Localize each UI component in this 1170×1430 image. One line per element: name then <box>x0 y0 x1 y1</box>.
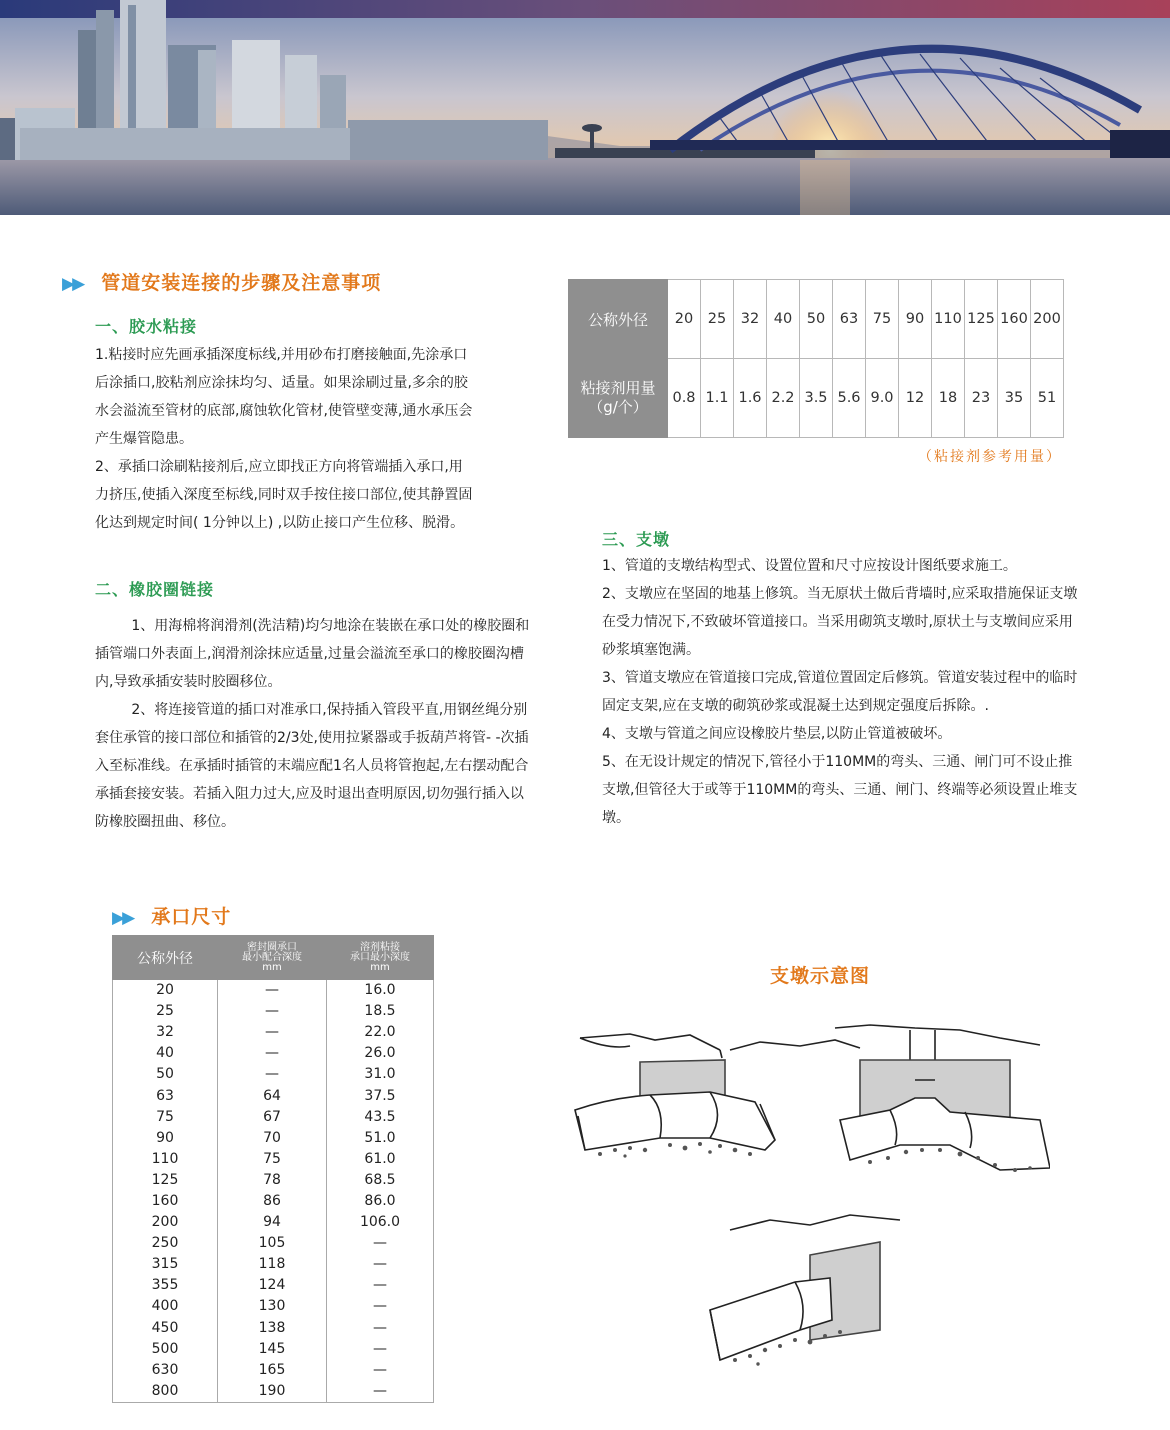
table-cell: 118 <box>218 1254 327 1275</box>
table-cell: 61.0 <box>327 1149 434 1170</box>
table-cell: — <box>327 1381 434 1403</box>
table-cell: 500 <box>113 1339 218 1360</box>
table-cell: — <box>218 1064 327 1085</box>
table-cell: 26.0 <box>327 1043 434 1064</box>
table-cell: 22.0 <box>327 1022 434 1043</box>
section-header-socket <box>112 902 231 929</box>
table-cell: — <box>327 1360 434 1381</box>
adhesive-diameter-cell: 20 <box>668 280 701 359</box>
adhesive-row1-label: 公称外径 <box>569 280 668 359</box>
adhesive-diameter-cell: 25 <box>701 280 734 359</box>
rubber-item-1: 1、用海棉将润滑剂(洗洁精)均匀地涂在装嵌在承口处的橡胶圈和插管端口外表面上,润滑剂涂抹应适量,过量会溢流至承口的橡胶圈沟槽内,导致承插安装时胶圈移位。 <box>95 618 530 690</box>
table-row <box>113 1233 434 1254</box>
table-row <box>113 1360 434 1381</box>
adhesive-usage-table <box>568 279 1064 438</box>
socket-title: 承口尺寸 <box>151 906 232 928</box>
table-cell: — <box>327 1318 434 1339</box>
support-item-4: 4、支墩与管道之间应设橡胶片垫层,以防止管道被破坏。 <box>602 726 952 742</box>
table-cell: — <box>327 1254 434 1275</box>
table-row <box>113 1085 434 1106</box>
table-cell: 16.0 <box>327 980 434 1002</box>
table-row <box>113 1149 434 1170</box>
table-cell: 75 <box>218 1149 327 1170</box>
table-cell: 355 <box>113 1275 218 1296</box>
adhesive-diameter-cell: 32 <box>734 280 767 359</box>
adhesive-amount-cell: 9.0 <box>866 359 899 438</box>
table-row <box>113 1212 434 1233</box>
table-cell: 86 <box>218 1191 327 1212</box>
table-row <box>113 1064 434 1085</box>
table-cell: 400 <box>113 1296 218 1317</box>
table-cell: — <box>218 1022 327 1043</box>
table-cell: 51.0 <box>327 1128 434 1149</box>
support-heading: 三、支墩 <box>602 530 671 549</box>
table-cell: 94 <box>218 1212 327 1233</box>
adhesive-diameter-cell: 40 <box>767 280 800 359</box>
table-cell: 130 <box>218 1296 327 1317</box>
table-cell: 105 <box>218 1233 327 1254</box>
section-header-installation <box>62 268 381 295</box>
table-cell: 68.5 <box>327 1170 434 1191</box>
table-row <box>113 1381 434 1403</box>
adhesive-diameter-cell: 200 <box>1031 280 1064 359</box>
support-item-5: 5、在无设计规定的情况下,管径小于110MM的弯头、三通、闸门可不设止推支墩,但管径大于或等于110MM的弯头、三通、闸门、终端等必须设置止堆支墩。 <box>602 754 1078 826</box>
hero-banner-image <box>0 0 1170 215</box>
adhesive-amount-cell: 18 <box>932 359 965 438</box>
adhesive-amount-cell: 23 <box>965 359 998 438</box>
table-cell: 18.5 <box>327 1001 434 1022</box>
adhesive-diameter-cell: 110 <box>932 280 965 359</box>
table-cell: — <box>218 1043 327 1064</box>
adhesive-diameter-row <box>569 280 1064 359</box>
adhesive-diameter-cell: 125 <box>965 280 998 359</box>
page-title: 管道安装连接的步骤及注意事项 <box>101 272 382 294</box>
table-row <box>113 1107 434 1128</box>
table-cell: 145 <box>218 1339 327 1360</box>
glue-item-2: 2、承插口涂刷粘接剂后,应立即找正方向将管端插入承口,用力挤压,使插入深度至标线,同时双手按住接口部位,使其静置固化达到规定时间( 1分钟以上) ,以防止接口产生位移、脱滑。 <box>95 459 473 531</box>
adhesive-amount-cell: 5.6 <box>833 359 866 438</box>
adhesive-diameter-cell: 50 <box>800 280 833 359</box>
socket-header-diameter: 公称外径 <box>113 936 218 980</box>
table-cell: 138 <box>218 1318 327 1339</box>
support-item-2: 2、支墩应在坚固的地基上修筑。当无原状土做后背墙时,应采取措施保证支墩在受力情况下,不致破坏管道接口。当采用砌筑支墩时,原状土与支墩间应采用砂浆填塞饱满。 <box>602 586 1078 658</box>
support-item-3: 3、管道支墩应在管道接口完成,管道位置固定后修筑。管道安装过程中的临时固定支架,应在支墩的砌筑砂浆或混凝土达到规定强度后拆除。. <box>602 670 1078 714</box>
support-body <box>602 552 1082 832</box>
table-row <box>113 1296 434 1317</box>
table-row <box>113 1275 434 1296</box>
glue-heading: 一、胶水粘接 <box>95 317 198 336</box>
adhesive-table-caption: （粘接剂参考用量） <box>918 449 1062 465</box>
table-cell: 43.5 <box>327 1107 434 1128</box>
table-cell: 450 <box>113 1318 218 1339</box>
adhesive-diameter-cell: 160 <box>998 280 1031 359</box>
table-row <box>113 1339 434 1360</box>
rubber-body <box>95 612 535 836</box>
table-cell: 86.0 <box>327 1191 434 1212</box>
adhesive-diameter-cell: 63 <box>833 280 866 359</box>
double-arrow-icon: ▶▶ <box>112 908 133 928</box>
table-row <box>113 1128 434 1149</box>
table-row <box>113 980 434 1002</box>
table-cell: 630 <box>113 1360 218 1381</box>
table-cell: — <box>218 980 327 1002</box>
socket-table-body <box>113 980 434 1403</box>
rubber-heading: 二、橡胶圈链接 <box>95 580 215 599</box>
table-cell: 200 <box>113 1212 218 1233</box>
table-row <box>113 1001 434 1022</box>
adhesive-amount-cell: 1.1 <box>701 359 734 438</box>
tee-support-figure <box>835 1025 1050 1172</box>
adhesive-amount-cell: 3.5 <box>800 359 833 438</box>
table-cell: 110 <box>113 1149 218 1170</box>
table-cell: 40 <box>113 1043 218 1064</box>
table-cell: 63 <box>113 1085 218 1106</box>
table-row <box>113 1170 434 1191</box>
table-cell: 31.0 <box>327 1064 434 1085</box>
glue-body <box>95 341 475 537</box>
table-cell: 800 <box>113 1381 218 1403</box>
adhesive-diameter-cell: 75 <box>866 280 899 359</box>
adhesive-amount-row <box>569 359 1064 438</box>
table-cell: 106.0 <box>327 1212 434 1233</box>
support-pier-diagram <box>570 1020 1050 1380</box>
table-cell: 250 <box>113 1233 218 1254</box>
table-cell: 32 <box>113 1022 218 1043</box>
table-cell: 90 <box>113 1128 218 1149</box>
table-cell: 70 <box>218 1128 327 1149</box>
socket-header-solvent-depth: 溶剂粘接 承口最小深度 mm <box>327 936 434 980</box>
table-row <box>113 1022 434 1043</box>
table-cell: 160 <box>113 1191 218 1212</box>
end-support-figure <box>710 1215 900 1366</box>
socket-header-seal-depth: 密封圈承口 最小配合深度 mm <box>218 936 327 980</box>
table-cell: 125 <box>113 1170 218 1191</box>
adhesive-diameter-cell: 90 <box>899 280 932 359</box>
table-cell: 190 <box>218 1381 327 1403</box>
adhesive-amount-cell: 0.8 <box>668 359 701 438</box>
table-cell: 20 <box>113 980 218 1002</box>
double-arrow-icon: ▶▶ <box>62 274 83 294</box>
diagram-title: 支墩示意图 <box>770 965 871 987</box>
adhesive-row2-label: 粘接剂用量 （g/个） <box>569 359 668 438</box>
support-item-1: 1、管道的支墩结构型式、设置位置和尺寸应按设计图纸要求施工。 <box>602 558 1017 574</box>
table-cell: — <box>327 1233 434 1254</box>
table-cell: — <box>327 1296 434 1317</box>
adhesive-amount-cell: 1.6 <box>734 359 767 438</box>
table-cell: 75 <box>113 1107 218 1128</box>
table-cell: 124 <box>218 1275 327 1296</box>
table-row <box>113 1191 434 1212</box>
table-cell: — <box>327 1339 434 1360</box>
table-cell: — <box>218 1001 327 1022</box>
elbow-support-figure <box>575 1034 860 1158</box>
glue-item-1: 1.粘接时应先画承插深度标线,并用砂布打磨接触面,先涂承口后涂插口,胶粘剂应涂抹均匀、适量。如果涂刷过量,多余的胶水会溢流至管材的底部,腐蚀软化管材,使管壁变薄,通水承压会产生爆管隐患。 <box>95 347 473 447</box>
adhesive-amount-cell: 35 <box>998 359 1031 438</box>
table-row <box>113 1254 434 1275</box>
socket-size-table <box>112 935 434 1403</box>
adhesive-amount-cell: 51 <box>1031 359 1064 438</box>
table-cell: — <box>327 1275 434 1296</box>
table-cell: 78 <box>218 1170 327 1191</box>
table-cell: 37.5 <box>327 1085 434 1106</box>
table-cell: 165 <box>218 1360 327 1381</box>
table-cell: 67 <box>218 1107 327 1128</box>
adhesive-amount-cell: 12 <box>899 359 932 438</box>
rubber-item-2: 2、将连接管道的插口对准承口,保持插入管段平直,用钢丝绳分别套住承管的接口部位和插管的2/3处,使用拉紧器或手扳葫芦将管- -次插入至标准线。在承插时插管的末端应配1名人员将管抱起,左右摆动配合承插套接安装。若插入阻力过大,应及时退出查明原因,切勿强行插入以防橡胶圈扭曲、移位。 <box>95 702 529 830</box>
table-cell: 315 <box>113 1254 218 1275</box>
table-cell: 25 <box>113 1001 218 1022</box>
table-row <box>113 1318 434 1339</box>
adhesive-amount-cell: 2.2 <box>767 359 800 438</box>
table-cell: 50 <box>113 1064 218 1085</box>
table-row <box>113 1043 434 1064</box>
table-cell: 64 <box>218 1085 327 1106</box>
